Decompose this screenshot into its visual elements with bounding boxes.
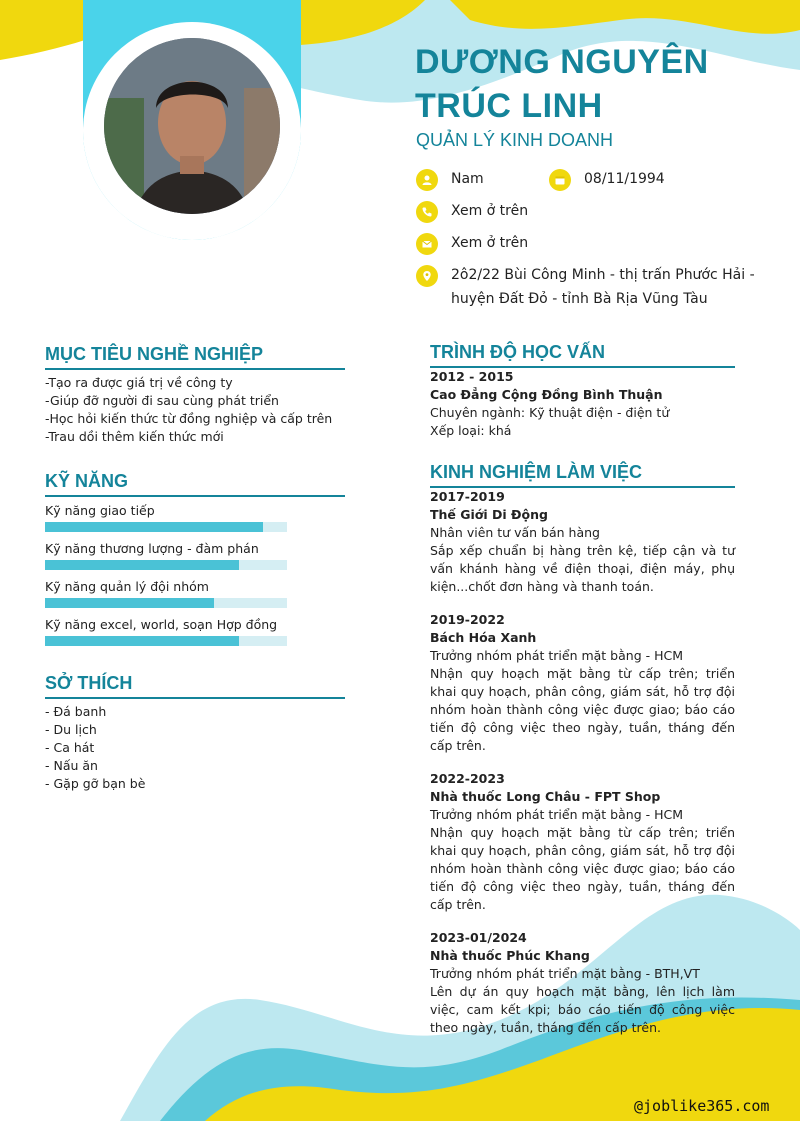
experience-description: Nhận quy hoạch mặt bằng từ cấp trên; triển khai quy hoạch, phân công, giám sát, hỗ trợ đội nhóm hoàn thành công việc được giao; báo cáo tiến độ công việc theo ngày, tuần, tháng đến cấp trên.	[430, 666, 735, 753]
skills-heading: KỸ NĂNG	[45, 471, 345, 497]
skill-bar-track	[45, 522, 287, 532]
experience-company: Bách Hóa Xanh	[430, 630, 537, 645]
address-line-1: 2ô2/22 Bùi Công Minh - thị trấn Phước Hải -	[451, 267, 755, 283]
experience-entry	[430, 611, 735, 755]
calendar-icon	[549, 169, 571, 191]
location-pin-icon	[416, 265, 438, 287]
gender-value: Nam	[451, 171, 484, 187]
full-name: DƯƠNG NGUYÊN TRÚC LINH	[415, 43, 709, 125]
experience-company: Nhà thuốc Long Châu - FPT Shop	[430, 789, 661, 804]
hobby-item: - Du lịch	[45, 722, 97, 737]
experience-list	[430, 488, 735, 1052]
phone-icon	[416, 201, 438, 223]
education-heading: TRÌNH ĐỘ HỌC VẤN	[430, 342, 735, 368]
experience-period: 2017-2019	[430, 489, 505, 504]
website-watermark: @joblike365.com	[634, 1097, 770, 1115]
objective-item: -Học hỏi kiến thức từ đồng nghiệp và cấp trên	[45, 411, 333, 426]
skill-bar-fill	[45, 522, 263, 532]
address-line-2: huyện Đất Đỏ - tỉnh Bà Rịa Vũng Tàu	[451, 291, 708, 307]
experience-role: Trưởng nhóm phát triển mặt bằng - HCM	[430, 648, 684, 663]
experience-period: 2023-01/2024	[430, 930, 527, 945]
job-title: QUẢN LÝ KINH DOANH	[416, 130, 614, 150]
experience-heading: KINH NGHIỆM LÀM VIỆC	[430, 462, 735, 488]
person-avatar-icon	[104, 38, 280, 214]
skill-item	[45, 579, 287, 608]
address-value	[451, 263, 755, 311]
experience-description: Nhận quy hoạch mặt bằng từ cấp trên; triển khai quy hoạch, phân công, giám sát, hỗ trợ đội nhóm hoàn thành công việc được giao; báo cáo tiến độ công việc theo ngày, tuần, tháng đến cấp trên.	[430, 825, 735, 912]
experience-description: Lên dự án quy hoạch mặt bằng, lên lịch làm việc, cam kết kpi; báo cáo tiến độ công việc theo ngày, tuần, tháng đến cấp trên.	[430, 984, 735, 1035]
experience-role: Trưởng nhóm phát triển mặt bằng - BTH,VT	[430, 966, 700, 981]
address-row	[416, 266, 755, 311]
birthday-row	[549, 170, 665, 191]
hobby-item: - Đá banh	[45, 704, 107, 719]
email-row	[416, 234, 528, 255]
phone-row	[416, 202, 528, 223]
skill-bar-track	[45, 598, 287, 608]
objective-item: -Tạo ra được giá trị về công ty	[45, 375, 233, 390]
hobbies-heading: SỞ THÍCH	[45, 673, 345, 699]
experience-company: Thế Giới Di Động	[430, 507, 548, 522]
education-school: Cao Đẳng Cộng Đồng Bình Thuận	[430, 387, 663, 402]
experience-entry	[430, 770, 735, 914]
experience-role: Nhân viên tư vấn bán hàng	[430, 525, 600, 540]
skill-bar-fill	[45, 560, 239, 570]
user-icon	[416, 169, 438, 191]
experience-period: 2019-2022	[430, 612, 505, 627]
experience-company: Nhà thuốc Phúc Khang	[430, 948, 590, 963]
education-major: Chuyên ngành: Kỹ thuật điện - điện tử	[430, 405, 670, 420]
experience-role: Trưởng nhóm phát triển mặt bằng - HCM	[430, 807, 684, 822]
experience-description: Sắp xếp chuẩn bị hàng trên kệ, tiếp cận và tư vấn khánh hàng về điện thoại, điện máy, phụ kiện...chốt đơn hàng và thanh toán.	[430, 543, 735, 594]
email-value: Xem ở trên	[451, 235, 529, 251]
skill-label: Kỹ năng thương lượng - đàm phán	[45, 541, 259, 556]
skill-bar-fill	[45, 598, 214, 608]
education-grade: Xếp loại: khá	[430, 423, 512, 438]
phone-value: Xem ở trên	[451, 203, 529, 219]
gender-row	[416, 170, 484, 191]
objective-list	[45, 374, 332, 446]
objective-item: -Trau dồi thêm kiến thức mới	[45, 429, 224, 444]
profile-photo	[104, 38, 280, 214]
skill-item	[45, 503, 287, 532]
hobby-item: - Ca hát	[45, 740, 95, 755]
top-left-yellow-wave	[0, 0, 85, 60]
hobby-item: - Nấu ăn	[45, 758, 98, 773]
skill-bar-track	[45, 636, 287, 646]
experience-entry	[430, 929, 735, 1037]
education-entry	[430, 368, 735, 440]
birthday-value: 08/11/1994	[584, 171, 665, 187]
experience-period: 2022-2023	[430, 771, 505, 786]
experience-entry	[430, 488, 735, 596]
objective-item: -Giúp đỡ người đi sau cùng phát triển	[45, 393, 279, 408]
skill-bar-track	[45, 560, 287, 570]
education-period: 2012 - 2015	[430, 369, 514, 384]
skill-item	[45, 617, 287, 646]
skill-label: Kỹ năng excel, world, soạn Hợp đồng	[45, 617, 278, 632]
hobby-item: - Gặp gỡ bạn bè	[45, 776, 146, 791]
skill-bar-fill	[45, 636, 239, 646]
hobbies-list	[45, 703, 145, 793]
skill-label: Kỹ năng quản lý đội nhóm	[45, 579, 209, 594]
mail-icon	[416, 233, 438, 255]
objective-heading: MỤC TIÊU NGHỀ NGHIỆP	[45, 344, 345, 370]
skill-label: Kỹ năng giao tiếp	[45, 503, 155, 518]
skill-item	[45, 541, 287, 570]
